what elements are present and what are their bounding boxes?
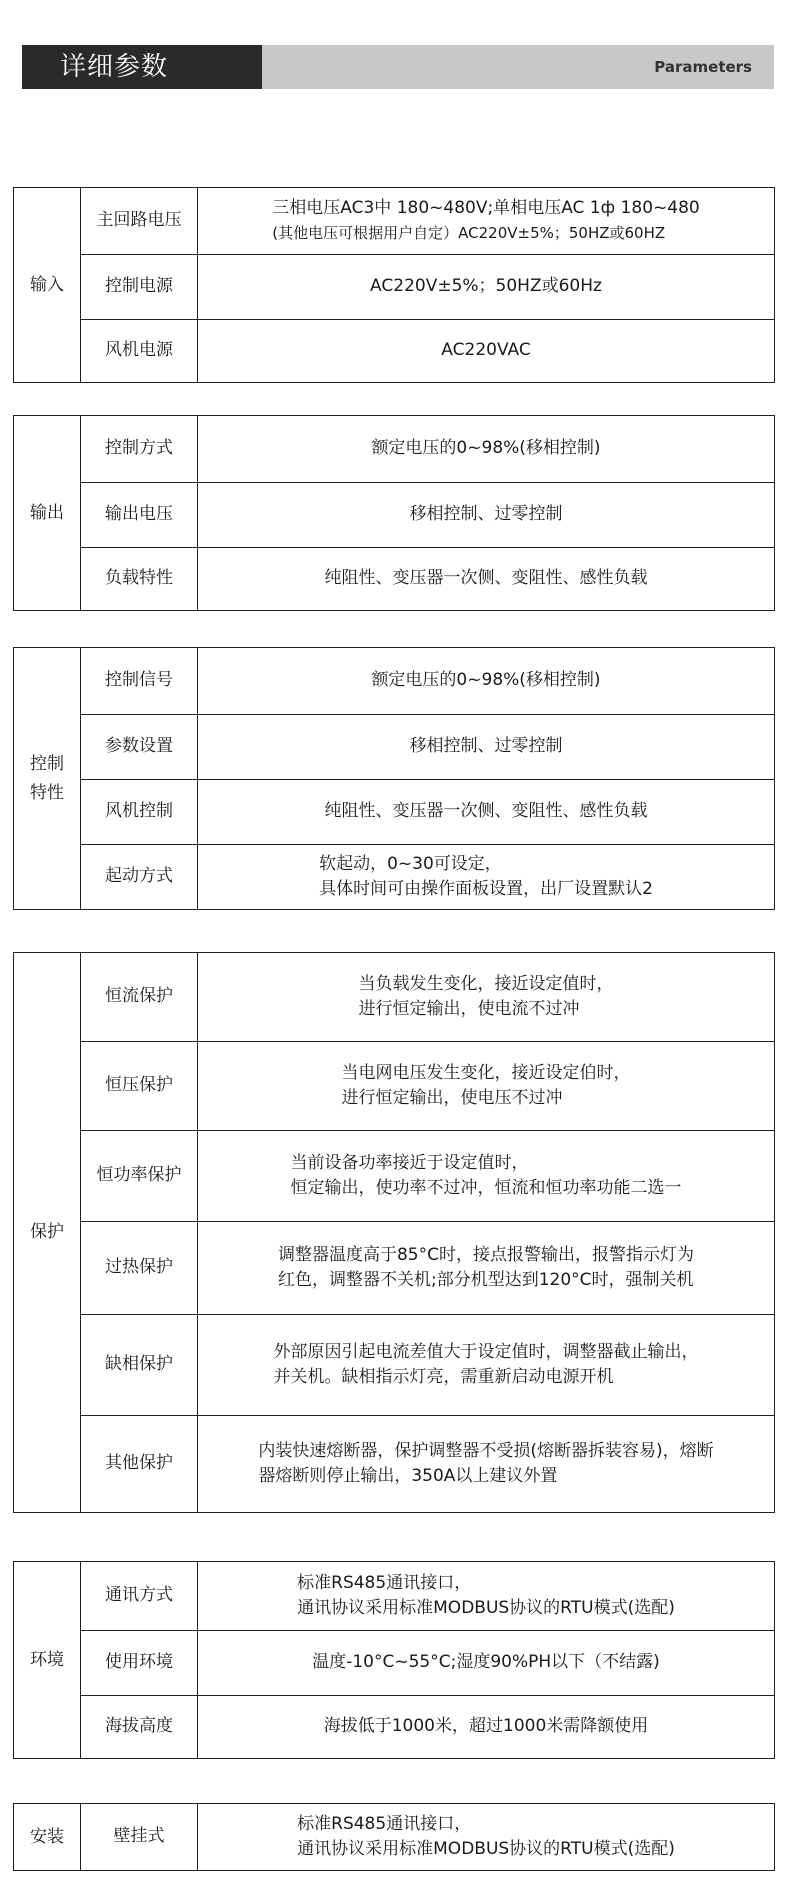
table-row (14, 255, 775, 320)
table-row (14, 1042, 775, 1131)
value-lines (325, 566, 648, 592)
parameter-value (198, 416, 775, 483)
parameter-name: 恒功率保护 (81, 1131, 198, 1222)
parameter-name: 过热保护 (81, 1222, 198, 1315)
parameter-name: 参数设置 (81, 715, 198, 780)
category-cell (14, 1562, 81, 1759)
value-line: 温度-10°C~55°C;湿度90%PH以下（不结露) (312, 1652, 660, 1673)
table-row (14, 1696, 775, 1759)
value-lines (371, 668, 600, 694)
value-line: AC220VAC (441, 340, 531, 361)
spec-table (13, 1561, 775, 1759)
parameter-name: 缺相保护 (81, 1315, 198, 1416)
parameter-name: 输出电压 (81, 483, 198, 548)
spec-table (13, 952, 775, 1513)
table-row (14, 1315, 775, 1416)
value-line: 外部原因引起电流差值大于设定值时，调整器截止输出， (273, 1341, 699, 1362)
value-line: 进行恒定输出，使电压不过冲 (341, 1088, 563, 1108)
spec-table (13, 415, 775, 611)
value-line: 三相电压AC3中 180~480V;单相电压AC 1ф 180~480 (272, 198, 700, 218)
table-row (14, 548, 775, 611)
value-line: 具体时间可由操作面板设置，出厂设置默认2 (319, 879, 653, 899)
category-cell (14, 188, 81, 383)
parameter-name: 控制信号 (81, 648, 198, 715)
value-line: 软起动，0~30可设定， (319, 853, 502, 874)
value-lines (370, 274, 602, 300)
spec-table (13, 187, 775, 383)
value-line: 进行恒定输出，使电流不过冲 (358, 999, 580, 1019)
category-label: 安装 (30, 1826, 64, 1847)
parameter-name: 其他保护 (81, 1416, 198, 1513)
header-title: 详细参数 (22, 45, 262, 89)
value-lines (291, 1151, 682, 1202)
parameter-value (198, 483, 775, 548)
parameter-value (198, 1416, 775, 1513)
value-line: 移相控制、过零控制 (409, 736, 563, 757)
parameter-name: 恒压保护 (81, 1042, 198, 1131)
parameter-value (198, 1562, 775, 1631)
spec-table (13, 647, 775, 910)
value-line: (其他电压可根据用户自定）AC220V±5%；50HZ或60HZ (272, 223, 666, 242)
parameter-value (198, 320, 775, 383)
value-line: 标准RS485通讯接口， (297, 1572, 472, 1593)
value-line: 通讯协议采用标准MODBUS协议的RTU模式(选配) (297, 1839, 675, 1859)
value-line: 当前设备功率接近于设定值时， (290, 1152, 529, 1173)
parameter-name: 恒流保护 (81, 953, 198, 1042)
value-lines (324, 1714, 649, 1740)
category-label: 控制特性 (30, 753, 64, 803)
table-row (14, 188, 775, 255)
value-lines (297, 1812, 675, 1863)
category-cell (14, 1804, 81, 1871)
value-line: 内装快速熔断器，保护调整器不受损(熔断器拆装容易)，熔断 (258, 1440, 714, 1461)
category-cell (14, 953, 81, 1513)
value-lines (272, 196, 699, 244)
parameter-name: 主回路电压 (81, 188, 198, 255)
parameter-name: 海拔高度 (81, 1696, 198, 1759)
parameter-name: 风机控制 (81, 780, 198, 845)
table-row (14, 1631, 775, 1696)
value-line: 红色，调整器不关机;部分机型达到120°C时，强制关机 (277, 1270, 694, 1290)
value-lines (319, 852, 653, 903)
parameter-name: 通讯方式 (81, 1562, 198, 1631)
parameter-value (198, 1804, 775, 1871)
value-line: 通讯协议采用标准MODBUS协议的RTU模式(选配) (297, 1598, 675, 1618)
table-row (14, 780, 775, 845)
category-cell (14, 648, 81, 910)
parameter-name: 起动方式 (81, 845, 198, 910)
parameter-name: 壁挂式 (81, 1804, 198, 1871)
parameter-value (198, 1696, 775, 1759)
parameter-value (198, 1042, 775, 1131)
table-row (14, 1562, 775, 1631)
parameter-name: 风机电源 (81, 320, 198, 383)
table-row (14, 1222, 775, 1315)
table-row (14, 845, 775, 910)
value-line: 额定电压的0~98%(移相控制) (371, 438, 601, 459)
parameter-value (198, 1222, 775, 1315)
value-lines (359, 972, 614, 1023)
table-row (14, 1131, 775, 1222)
value-line: 标准RS485通讯接口， (297, 1813, 472, 1834)
parameter-value (198, 648, 775, 715)
category-label: 输出 (30, 502, 64, 523)
header-bar (262, 45, 774, 89)
category-label: 输入 (30, 274, 64, 295)
category-cell (14, 416, 81, 611)
table-row (14, 1416, 775, 1513)
spec-table (13, 1803, 775, 1871)
value-line: 并关机。缺相指示灯亮，需重新启动电源开机 (273, 1367, 614, 1387)
value-lines (410, 502, 563, 528)
parameter-value (198, 1315, 775, 1416)
parameter-name: 控制电源 (81, 255, 198, 320)
value-line: 移相控制、过零控制 (409, 504, 563, 525)
value-line: 海拔低于1000米，超过1000米需降额使用 (323, 1716, 649, 1737)
parameter-value (198, 1131, 775, 1222)
value-lines (258, 1439, 713, 1490)
value-line: 纯阻性、变压器一次侧、变阻性、感性负载 (324, 801, 648, 822)
value-line: 器熔断则停止输出，350A以上建议外置 (258, 1466, 558, 1486)
parameter-value (198, 953, 775, 1042)
category-label: 保护 (30, 1222, 64, 1243)
value-lines (410, 734, 563, 760)
value-line: 调整器温度高于85°C时，接点报警输出，报警指示灯为 (277, 1244, 694, 1265)
parameter-value (198, 188, 775, 255)
value-lines (312, 1650, 660, 1676)
table-row (14, 320, 775, 383)
header-subtitle: Parameters (654, 58, 752, 76)
table-row (14, 483, 775, 548)
value-lines (325, 799, 648, 825)
value-line: 纯阻性、变压器一次侧、变阻性、感性负载 (324, 568, 648, 589)
value-lines (274, 1340, 699, 1391)
value-line: 恒定输出，使功率不过冲，恒流和恒功率功能二选一 (290, 1178, 682, 1198)
parameter-name: 控制方式 (81, 416, 198, 483)
value-line: 当负载发生变化，接近设定值时， (358, 973, 614, 994)
table-row (14, 1804, 775, 1871)
section-header (22, 45, 774, 89)
parameter-value (198, 255, 775, 320)
value-lines (297, 1571, 675, 1622)
value-lines (278, 1243, 694, 1294)
value-lines (342, 1061, 631, 1112)
value-line: 额定电压的0~98%(移相控制) (371, 670, 601, 691)
parameter-value (198, 1631, 775, 1696)
value-line: 当电网电压发生变化，接近设定伯时， (341, 1062, 631, 1083)
table-row (14, 648, 775, 715)
value-lines (441, 338, 530, 364)
value-lines (371, 436, 600, 462)
category-label: 环境 (30, 1649, 64, 1670)
parameter-value (198, 715, 775, 780)
parameter-name: 使用环境 (81, 1631, 198, 1696)
table-row (14, 715, 775, 780)
table-row (14, 953, 775, 1042)
table-row (14, 416, 775, 483)
parameter-value (198, 548, 775, 611)
parameter-name: 负载特性 (81, 548, 198, 611)
parameter-value (198, 845, 775, 910)
parameter-value (198, 780, 775, 845)
value-line: AC220V±5%；50HZ或60Hz (370, 276, 602, 297)
